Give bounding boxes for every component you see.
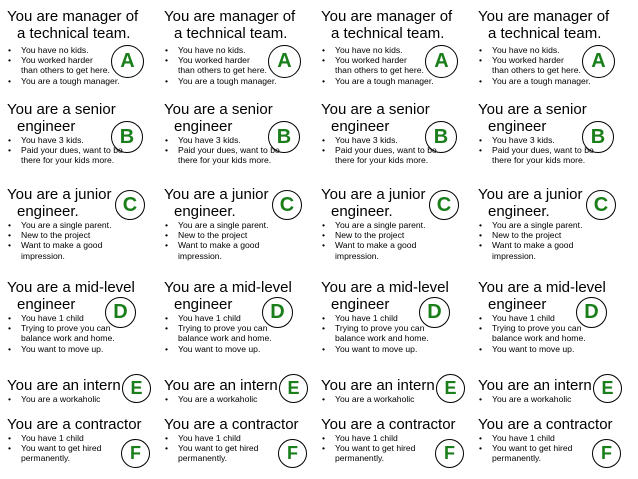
role-trait: • You want to get hired: [7, 443, 101, 453]
role-letter-badge: E: [279, 374, 308, 403]
role-trait: • You want to get hired: [321, 443, 415, 453]
role-trait: • Paid your dues, want to be: [478, 145, 594, 155]
role-letter-badge: C: [586, 190, 616, 220]
role-title-line-1: You are a contractor: [164, 416, 299, 433]
role-title-line-1: You are manager of: [321, 8, 453, 25]
role-trait: • Trying to prove you can: [321, 323, 429, 333]
role-trait: • You are a single parent.: [478, 220, 582, 230]
role-trait: • You are a workaholic: [321, 394, 414, 404]
role-title-line-1: You are a contractor: [7, 416, 142, 433]
role-title-line-2: engineer: [17, 296, 76, 313]
role-title-line-2: a technical team.: [174, 25, 288, 42]
role-trait: • You have 1 child: [164, 433, 258, 443]
role-letter-badge: A: [111, 45, 144, 78]
role-title-line-1: You are an intern: [164, 377, 278, 394]
role-title: [7, 416, 142, 433]
role-title-line-1: You are a contractor: [478, 416, 613, 433]
role-trait: • You have 3 kids.: [321, 135, 437, 145]
role-trait: • New to the project: [7, 230, 111, 240]
role-trait: • You have no kids.: [7, 45, 120, 55]
role-letter-badge: A: [425, 45, 458, 78]
role-trait: • You have no kids.: [478, 45, 591, 55]
role-title: [7, 186, 112, 220]
role-trait: • You are a tough manager.: [478, 76, 591, 86]
role-title: [478, 186, 583, 220]
role-traits-list: [7, 45, 120, 86]
role-trait: there for your kids more.: [335, 155, 429, 166]
role-trait: • You want to move up.: [7, 344, 115, 354]
role-title-line-1: You are manager of: [164, 8, 296, 25]
role-title: [7, 8, 138, 42]
role-title: [164, 186, 269, 220]
role-traits-list: [164, 313, 272, 354]
role-trait: • You want to get hired: [164, 443, 258, 453]
role-traits-list: [7, 433, 101, 464]
role-letter-badge: D: [576, 297, 607, 328]
role-trait: • You worked harder: [164, 55, 277, 65]
role-title-line-1: You are a junior: [164, 186, 269, 203]
role-traits-list: [321, 313, 429, 354]
role-title: [478, 8, 609, 42]
role-trait: • Want to make a good: [478, 240, 582, 250]
role-title-line-1: You are a mid-level: [321, 279, 449, 296]
role-title: [321, 101, 430, 135]
role-trait: • Want to make a good: [164, 240, 268, 250]
role-letter-badge: B: [111, 121, 143, 153]
role-trait: • New to the project: [321, 230, 425, 240]
role-trait: than others to get here.: [335, 65, 424, 76]
role-trait: • You have 1 child: [7, 313, 115, 323]
role-letter-badge: B: [268, 121, 300, 153]
role-letter-badge: F: [278, 439, 307, 468]
role-title-line-2: engineer.: [331, 203, 393, 220]
role-letter-badge: B: [582, 121, 614, 153]
role-trait: than others to get here.: [492, 65, 581, 76]
role-letter-badge: F: [121, 439, 150, 468]
role-trait: than others to get here.: [21, 65, 110, 76]
role-title: [7, 377, 121, 394]
role-title-line-2: engineer: [331, 296, 390, 313]
role-trait: permanently.: [178, 453, 228, 464]
role-traits-list: [478, 313, 586, 354]
role-trait: balance work and home.: [335, 333, 429, 344]
role-title: [164, 416, 299, 433]
role-traits-list: [7, 394, 100, 404]
role-traits-list: [478, 220, 582, 261]
role-traits-list: [321, 45, 434, 86]
role-traits-list: [164, 220, 268, 261]
role-title-line-1: You are a mid-level: [164, 279, 292, 296]
role-title-line-2: engineer: [174, 296, 233, 313]
role-title-line-1: You are a junior: [321, 186, 426, 203]
role-trait: • You have 3 kids.: [7, 135, 123, 145]
role-title-line-2: engineer.: [488, 203, 550, 220]
role-trait: • You have 1 child: [164, 313, 272, 323]
role-title: [164, 101, 273, 135]
role-letter-badge: A: [582, 45, 615, 78]
role-traits-list: [321, 220, 425, 261]
role-trait: • You have 1 child: [478, 433, 572, 443]
role-trait: • You are a single parent.: [7, 220, 111, 230]
role-trait: there for your kids more.: [492, 155, 586, 166]
role-letter-badge: E: [593, 374, 622, 403]
role-trait: permanently.: [335, 453, 385, 464]
role-trait: • You are a workaholic: [7, 394, 100, 404]
role-trait: than others to get here.: [178, 65, 267, 76]
role-trait: there for your kids more.: [178, 155, 272, 166]
role-trait: • Trying to prove you can: [7, 323, 115, 333]
role-title-line-2: engineer.: [17, 203, 79, 220]
role-letter-badge: C: [115, 190, 145, 220]
role-title: [321, 186, 426, 220]
role-title: [478, 416, 613, 433]
role-title: [164, 8, 295, 42]
role-title-line-2: a technical team.: [488, 25, 602, 42]
role-letter-badge: D: [262, 297, 293, 328]
role-trait: impression.: [335, 250, 379, 261]
role-title-line-2: a technical team.: [17, 25, 131, 42]
role-letter-badge: D: [419, 297, 450, 328]
role-trait: • You are a single parent.: [164, 220, 268, 230]
role-trait: there for your kids more.: [21, 155, 115, 166]
role-letter-badge: E: [436, 374, 465, 403]
role-traits-list: [164, 135, 280, 166]
role-trait: • Want to make a good: [7, 240, 111, 250]
role-trait: • You worked harder: [7, 55, 120, 65]
role-trait: • You have 1 child: [321, 313, 429, 323]
role-trait: • Trying to prove you can: [478, 323, 586, 333]
role-letter-badge: C: [272, 190, 302, 220]
role-letter-badge: D: [105, 297, 136, 328]
role-trait: permanently.: [492, 453, 542, 464]
role-traits-list: [478, 394, 571, 404]
role-trait: • New to the project: [164, 230, 268, 240]
role-traits-list: [7, 135, 123, 166]
role-traits-list: [321, 433, 415, 464]
role-title: [321, 8, 452, 42]
role-letter-badge: F: [435, 439, 464, 468]
role-title-line-2: a technical team.: [331, 25, 445, 42]
role-trait: • You are a workaholic: [164, 394, 257, 404]
role-trait: • Paid your dues, want to be: [164, 145, 280, 155]
role-title-line-1: You are a junior: [478, 186, 583, 203]
role-trait: impression.: [492, 250, 536, 261]
role-traits-list: [164, 45, 277, 86]
role-trait: • You want to move up.: [164, 344, 272, 354]
role-title-line-1: You are an intern: [321, 377, 435, 394]
role-trait: • You want to move up.: [321, 344, 429, 354]
role-title-line-2: engineer: [174, 118, 233, 135]
role-title-line-1: You are an intern: [7, 377, 121, 394]
role-title-line-2: engineer: [17, 118, 76, 135]
role-trait: • You are a single parent.: [321, 220, 425, 230]
role-traits-list: [321, 135, 437, 166]
role-trait: • Paid your dues, want to be: [7, 145, 123, 155]
role-trait: • You want to move up.: [478, 344, 586, 354]
role-title-line-1: You are a senior: [478, 101, 587, 118]
role-traits-list: [478, 135, 594, 166]
role-trait: • New to the project: [478, 230, 582, 240]
role-trait: • Want to make a good: [321, 240, 425, 250]
role-trait: • You have 3 kids.: [478, 135, 594, 145]
role-trait: • You have 1 child: [478, 313, 586, 323]
role-traits-list: [478, 45, 591, 86]
role-title-line-1: You are a senior: [7, 101, 116, 118]
role-title: [478, 101, 587, 135]
role-traits-list: [478, 433, 572, 464]
role-trait: • You have no kids.: [164, 45, 277, 55]
role-title: [7, 101, 116, 135]
role-title-line-1: You are a senior: [321, 101, 430, 118]
role-title-line-1: You are manager of: [7, 8, 139, 25]
role-letter-badge: E: [122, 374, 151, 403]
role-title: [321, 416, 456, 433]
role-traits-list: [321, 394, 414, 404]
role-title-line-1: You are a junior: [7, 186, 112, 203]
role-trait: • You are a tough manager.: [164, 76, 277, 86]
role-trait: • You have no kids.: [321, 45, 434, 55]
role-trait: • You are a tough manager.: [7, 76, 120, 86]
role-trait: • You have 3 kids.: [164, 135, 280, 145]
role-trait: balance work and home.: [178, 333, 272, 344]
role-trait: • You have 1 child: [7, 433, 101, 443]
role-title-line-2: engineer: [331, 118, 390, 135]
role-trait: • You are a tough manager.: [321, 76, 434, 86]
role-trait: impression.: [21, 250, 65, 261]
role-title-line-1: You are a mid-level: [478, 279, 606, 296]
role-traits-list: [164, 433, 258, 464]
role-trait: • You worked harder: [478, 55, 591, 65]
role-title-line-1: You are manager of: [478, 8, 610, 25]
role-trait: • You worked harder: [321, 55, 434, 65]
role-letter-badge: F: [592, 439, 621, 468]
role-title-line-1: You are a senior: [164, 101, 273, 118]
role-trait: balance work and home.: [21, 333, 115, 344]
role-letter-badge: A: [268, 45, 301, 78]
role-trait: • Trying to prove you can: [164, 323, 272, 333]
role-letter-badge: B: [425, 121, 457, 153]
role-trait: • Paid your dues, want to be: [321, 145, 437, 155]
role-letter-badge: C: [429, 190, 459, 220]
role-title: [478, 377, 592, 394]
role-trait: • You want to get hired: [478, 443, 572, 453]
role-title: [321, 377, 435, 394]
role-traits-list: [7, 220, 111, 261]
role-traits-list: [7, 313, 115, 354]
role-trait: balance work and home.: [492, 333, 586, 344]
role-title-line-1: You are an intern: [478, 377, 592, 394]
role-traits-list: [164, 394, 257, 404]
role-trait: • You have 1 child: [321, 433, 415, 443]
role-title-line-1: You are a contractor: [321, 416, 456, 433]
role-trait: impression.: [178, 250, 222, 261]
role-title-line-2: engineer: [488, 296, 547, 313]
role-title-line-1: You are a mid-level: [7, 279, 135, 296]
role-title-line-2: engineer: [488, 118, 547, 135]
role-trait: permanently.: [21, 453, 71, 464]
role-title: [164, 377, 278, 394]
role-title-line-2: engineer.: [174, 203, 236, 220]
role-trait: • You are a workaholic: [478, 394, 571, 404]
